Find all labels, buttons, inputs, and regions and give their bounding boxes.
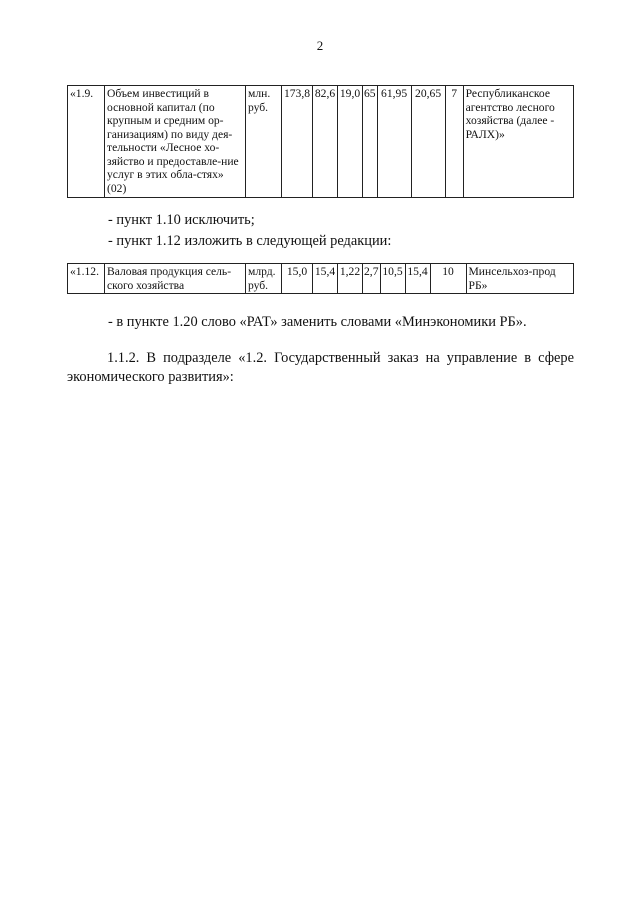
- paragraph-rat-replacement: - в пункте 1.20 слово «РАТ» заменить словами «Минэкономики РБ».: [108, 314, 527, 330]
- table-row: [68, 264, 574, 294]
- paragraph-subsection-1-1-2: 1.1.2. В подразделе «1.2. Государственный заказ на управление в сфере экономического развития»:: [67, 350, 574, 385]
- table-cell-code: «1.9.: [68, 86, 105, 198]
- table-cell-value: 2,7: [363, 264, 381, 294]
- list-item: - пункт 1.10 исключить;: [108, 212, 255, 228]
- table-cell-value: 65: [363, 86, 378, 198]
- table-row: [68, 86, 574, 198]
- table-item-1-12: [67, 263, 574, 294]
- table-cell-code: «1.12.: [68, 264, 105, 294]
- table-cell-value: 173,8: [282, 86, 313, 198]
- table-cell-value: 1,22: [338, 264, 363, 294]
- table-cell-value: 19,0: [338, 86, 363, 198]
- table-cell-value: 15,0: [282, 264, 313, 294]
- table-cell-value: 82,6: [313, 86, 338, 198]
- table-cell-value: 20,65: [411, 86, 445, 198]
- table-cell-responsible: Республиканское агентство лесного хозяйства (далее - РАЛХ)»: [463, 86, 573, 198]
- table-cell-value: 15,4: [405, 264, 430, 294]
- table-cell-unit: млрд. руб.: [246, 264, 282, 294]
- table-cell-value: 7: [445, 86, 463, 198]
- table-cell-value: 10: [430, 264, 466, 294]
- table-cell-unit: млн. руб.: [246, 86, 282, 198]
- table-cell-name: Объем инвестиций в основной капитал (по крупным и средним ор-ганизациям) по виду дея-тельности «Лесное хо-зяйство и предоставле-ние услуг в этих обла-стях» (02): [105, 86, 246, 198]
- page-number: 2: [316, 38, 324, 53]
- list-item: - пункт 1.12 изложить в следующей редакции:: [108, 233, 392, 249]
- table-cell-name: Валовая продукция сель-ского хозяйства: [105, 264, 246, 294]
- table-cell-value: 15,4: [313, 264, 338, 294]
- table-item-1-9: [67, 85, 574, 198]
- table-cell-responsible: Минсельхоз-прод РБ»: [466, 264, 574, 294]
- table-cell-value: 10,5: [380, 264, 405, 294]
- table-cell-value: 61,95: [377, 86, 411, 198]
